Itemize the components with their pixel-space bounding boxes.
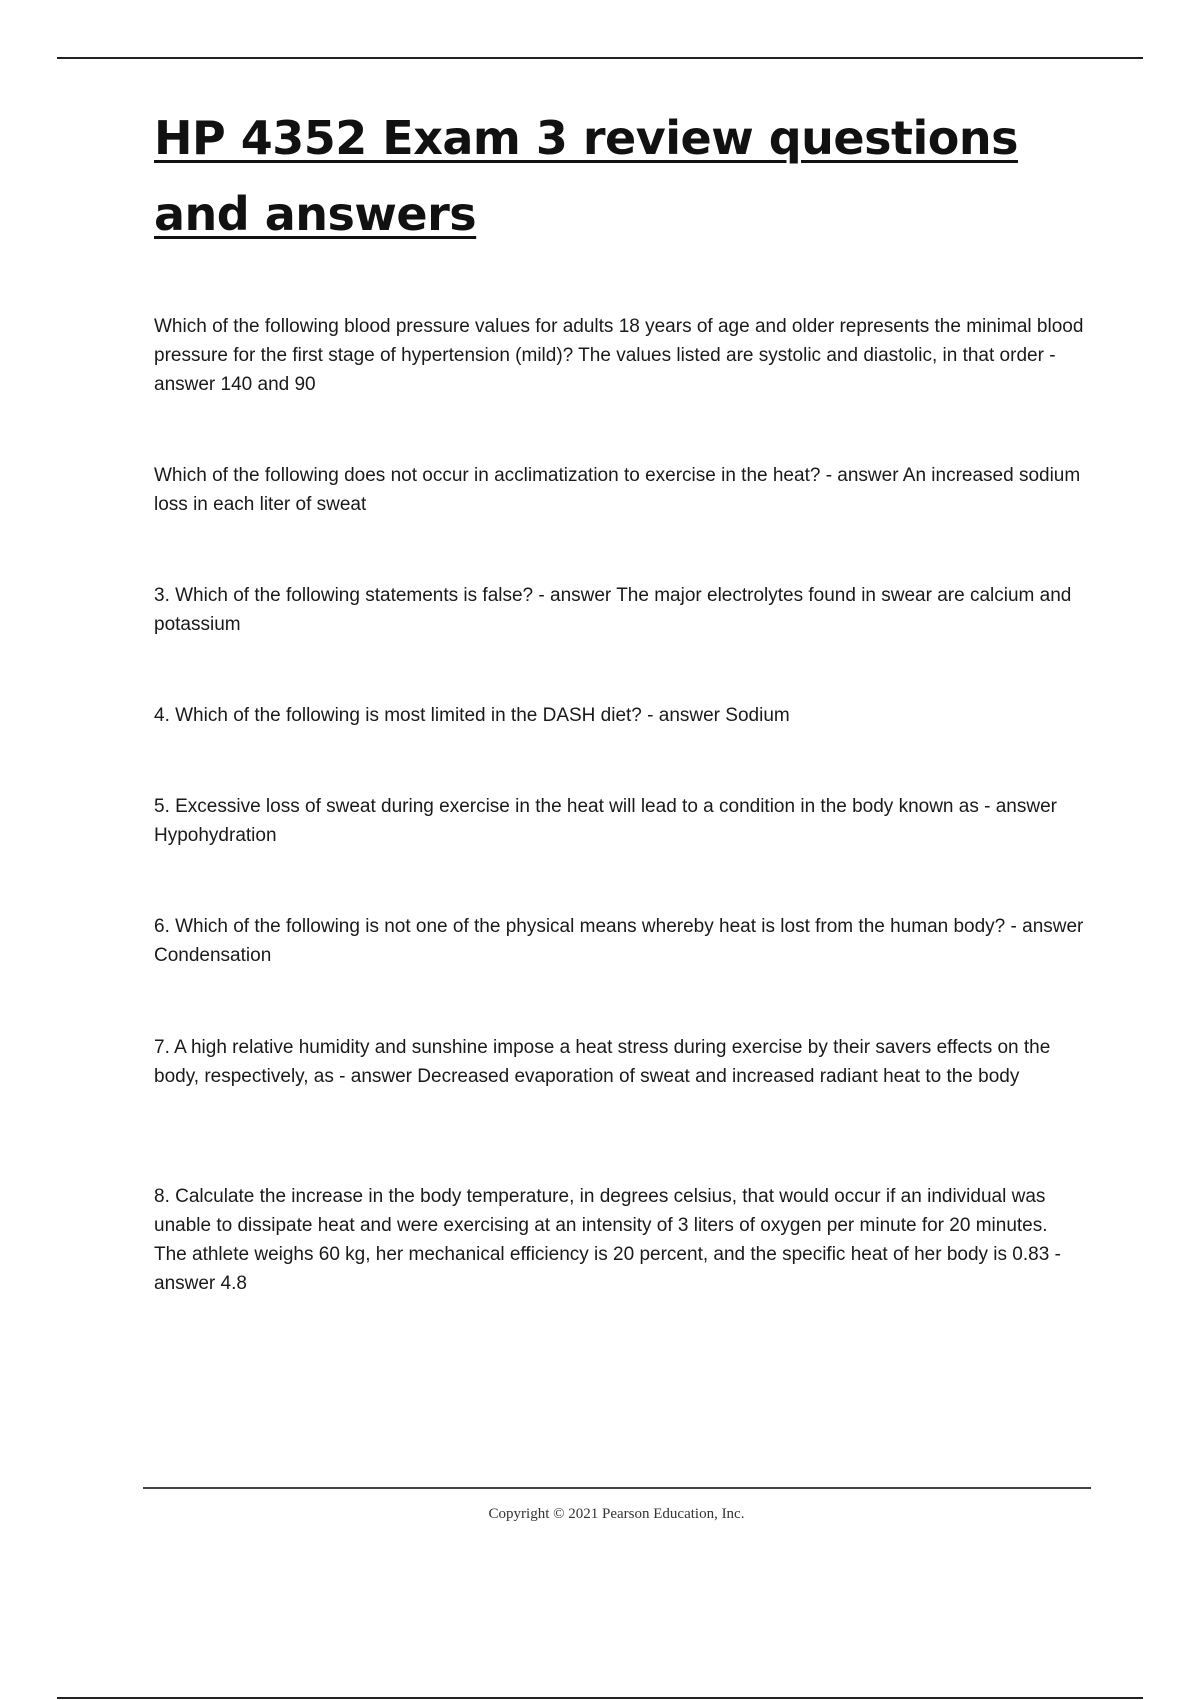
question-answer-6: 6. Which of the following is not one of the physical means whereby heat is lost from the human body? - answer Condensation (154, 916, 1084, 966)
bottom-rule (57, 1697, 1143, 1699)
document-title: HP 4352 Exam 3 review questions and answers (154, 111, 1018, 241)
top-rule (57, 57, 1143, 59)
question-answer-7: 7. A high relative humidity and sunshine impose a heat stress during exercise by their savers effects on the body, respectively, as - answer Decreased evaporation of sweat and increased radiant heat to the body (154, 1037, 1051, 1087)
question-answer-2: Which of the following does not occur in acclimatization to exercise in the heat? - answer An increased sodium loss in each liter of sweat (154, 465, 1081, 515)
question-answer-8: 8. Calculate the increase in the body temperature, in degrees celsius, that would occur if an individual was unable to dissipate heat and were exercising at an intensity of 3 liters of oxygen per minute for 20 minutes. The athlete weighs 60 kg, her mechanical efficiency is 20 percent, and the specific heat of her body is 0.83 - answer 4.8 (154, 1186, 1061, 1294)
footer-rule (143, 1487, 1091, 1489)
question-answer-5: 5. Excessive loss of sweat during exercise in the heat will lead to a condition in the body known as - answer Hypohydration (154, 796, 1057, 846)
footer-copyright: Copyright © 2021 Pearson Education, Inc. (488, 1506, 745, 1522)
question-answer-3: 3. Which of the following statements is false? - answer The major electrolytes found in swear are calcium and potassium (154, 585, 1072, 635)
question-answer-1: Which of the following blood pressure values for adults 18 years of age and older represents the minimal blood pressure for the first stage of hypertension (mild)? The values listed are systolic and diastolic, in that order - answer 140 and 90 (154, 316, 1084, 395)
question-answer-4: 4. Which of the following is most limited in the DASH diet? - answer Sodium (154, 705, 790, 726)
